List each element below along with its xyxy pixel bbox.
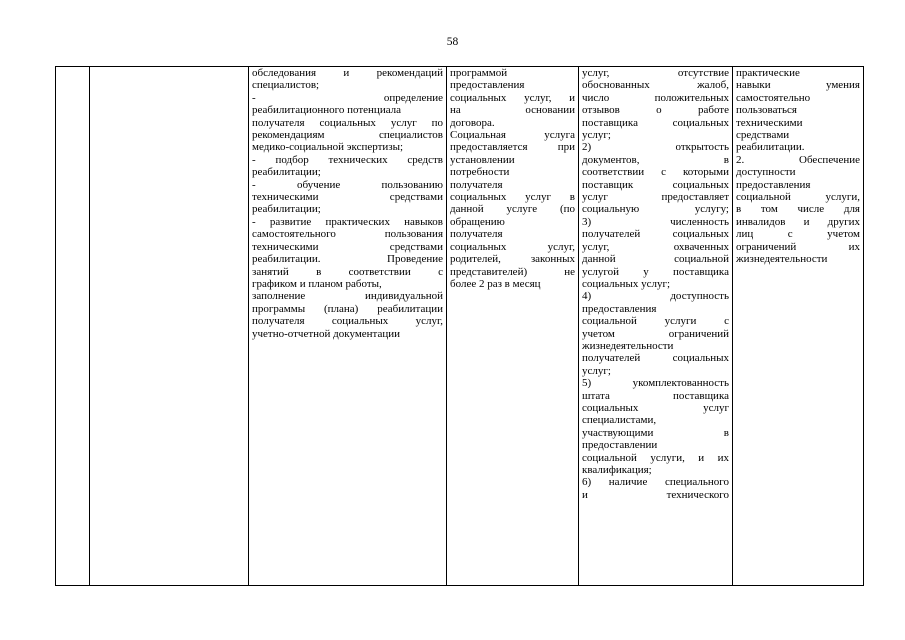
cell-text-line: соответствии с которыми <box>582 166 729 179</box>
cell-text-line: потребности <box>450 166 510 179</box>
cell-text-line: получателя социальных услуг, <box>252 315 443 328</box>
cell-text-line: специалистов; <box>252 79 320 92</box>
cell-text-line: 2. Обеспечение <box>736 153 860 166</box>
cell-text-line: участвующими в <box>582 426 729 439</box>
cell-text-line: предоставлении <box>582 439 658 452</box>
cell-text-line: родителей, законных <box>450 253 575 266</box>
cell-text-line: отзывов о работе <box>582 104 729 117</box>
cell-text-line: поставщика социальных <box>582 116 729 129</box>
cell-text-line: социальных услуг в <box>450 191 575 204</box>
cell-text-line: жизнедеятельности <box>582 339 674 352</box>
cell-text-line: услугой у поставщика <box>582 265 729 278</box>
cell-text-line: социальной услуги с <box>582 315 729 328</box>
cell-text-line: медико-социальной экспертизы; <box>252 141 404 154</box>
cell-text-line: 3) численность <box>582 215 729 228</box>
cell-text-line: представителей) не <box>450 265 575 278</box>
table-row <box>56 67 864 586</box>
cell-text-line: социальной услуги, <box>736 191 860 204</box>
cell-text-line: квалификация; <box>582 464 652 476</box>
cell-text-line: предоставления <box>582 302 657 315</box>
cell-text-line: практические <box>736 67 800 79</box>
cell-text-line: услуг предоставляет <box>582 191 729 204</box>
cell-text-line: предоставляется при <box>450 141 575 154</box>
cell-quality-indicators <box>579 67 733 586</box>
cell-text-line: социальных услуг, <box>450 240 575 253</box>
cell-text-line: графиком и планом работы, <box>252 277 382 290</box>
cell-text-line: в том числе для <box>736 203 860 216</box>
cell-text-line: обследования и рекомендаций <box>252 67 443 79</box>
cell-text-line: социальную услугу; <box>582 203 729 216</box>
cell-text-line: 2) открытость <box>582 141 729 154</box>
cell-text-line: установлении <box>450 153 515 166</box>
cell-text-line: обоснованных жалоб, <box>582 79 729 92</box>
cell-text-line: техническими средствами <box>252 191 443 204</box>
cell-text-line: социальных услуг, и <box>450 91 575 104</box>
cell-text-line: заполнение индивидуальной <box>252 290 443 303</box>
cell-text-line: получателей социальных <box>582 352 729 365</box>
cell-text-line: обращению <box>450 215 505 228</box>
cell-text-line: 5) укомплектованность <box>582 377 729 390</box>
cell-text-line: 6) наличие специального <box>582 476 729 489</box>
cell-text-line: техническими средствами <box>252 240 443 253</box>
cell-text-line: пользоваться <box>736 104 797 117</box>
cell-text-line: учетом ограничений <box>582 327 729 340</box>
cell-text-line: занятий в соответствии с <box>252 265 443 278</box>
cell-evaluation-conditions <box>733 67 864 586</box>
cell-text-line: предоставления <box>450 79 525 92</box>
cell-text-line: поставщик социальных <box>582 178 729 191</box>
cell-text-line: социальной услуги, и их <box>582 451 729 464</box>
cell-text-line: техническими <box>736 116 803 129</box>
cell-text-line: самостоятельного пользования <box>252 228 443 241</box>
cell-text-line: 4) доступность <box>582 290 729 303</box>
cell-text-line: ограничений их <box>736 240 860 253</box>
cell-text-line: социальных услуг <box>582 401 729 414</box>
cell-text-line: программы (плана) реабилитации <box>252 302 443 315</box>
cell-text-line: - определение <box>252 91 443 104</box>
cell-text-line: данной социальной <box>582 253 729 266</box>
cell-text-line: рекомендациям специалистов <box>252 129 443 142</box>
cell-text-line: более 2 раз в месяц <box>450 277 541 290</box>
page-number: 58 <box>446 36 459 48</box>
cell-text-line: программой <box>450 67 508 79</box>
cell-text-line: получателя <box>450 178 503 191</box>
cell-text-line: услуг, охваченных <box>582 240 729 253</box>
cell-text-line: жизнедеятельности <box>736 253 828 266</box>
cell-text-line: реабилитации. <box>736 141 805 154</box>
cell-text-line: документов, в <box>582 153 729 166</box>
cell-text-line: - подбор технических средств <box>252 153 443 166</box>
cell-text-line: Социальная услуга <box>450 129 575 142</box>
cell-text-line: доступности <box>736 166 796 179</box>
cell-text-line: предоставления <box>736 178 811 191</box>
cell-text-line: число положительных <box>582 91 729 104</box>
cell-text-line: средствами <box>736 129 790 142</box>
cell-number <box>56 67 90 586</box>
cell-text-line: учетно-отчетной документации <box>252 327 401 340</box>
cell-service-description <box>249 67 447 586</box>
cell-text-line: инвалидов и других <box>736 215 860 228</box>
cell-service-name <box>90 67 249 586</box>
cell-text-line: услуг; <box>582 364 611 377</box>
cell-text-line: получателя <box>450 228 503 241</box>
cell-text-line: на основании <box>450 104 575 117</box>
cell-text-line: - обучение пользованию <box>252 178 443 191</box>
cell-service-terms <box>447 67 579 586</box>
cell-text-line: реабилитации. Проведение <box>252 253 443 266</box>
cell-text-line: навыки умения <box>736 79 860 92</box>
cell-text-line: получателя социальных услуг по <box>252 116 443 129</box>
cell-text-line: получателей социальных <box>582 228 729 241</box>
services-table <box>55 66 864 586</box>
cell-text-line: реабилитации; <box>252 203 321 216</box>
cell-text-line: специалистами, <box>582 414 657 427</box>
cell-text-line: данной услуге (по <box>450 203 575 216</box>
cell-text-line: реабилитационного потенциала <box>252 104 402 117</box>
cell-text-line: штата поставщика <box>582 389 729 402</box>
cell-text-line: договора. <box>450 116 495 129</box>
cell-text-line: реабилитации; <box>252 166 321 179</box>
cell-text-line: услуг; <box>582 129 611 142</box>
cell-text-line: - развитие практических навыков <box>252 215 443 228</box>
cell-text-line: услуг, отсутствие <box>582 67 729 79</box>
cell-text-line: и технического <box>582 488 729 501</box>
cell-text-line: социальных услуг; <box>582 277 671 290</box>
cell-text-line: самостоятельно <box>736 91 811 104</box>
cell-text-line: лиц с учетом <box>736 228 860 241</box>
